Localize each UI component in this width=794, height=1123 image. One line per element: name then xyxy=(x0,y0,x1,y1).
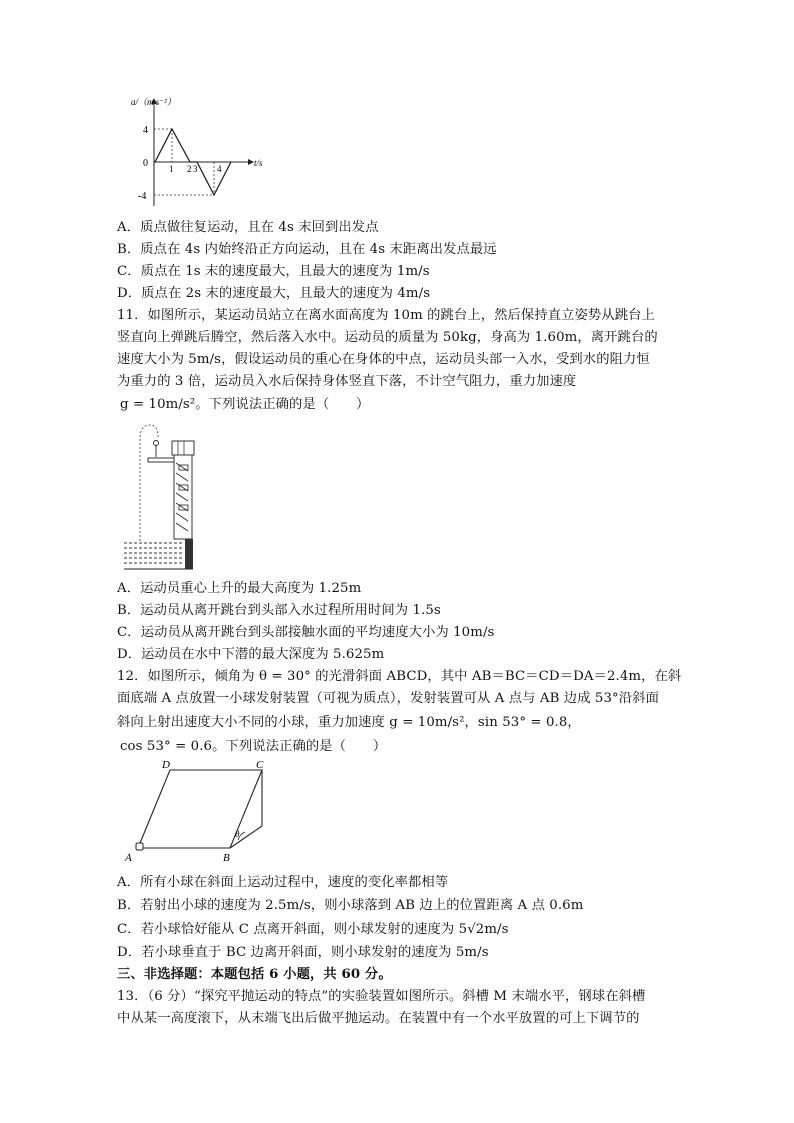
section-3-heading: 三、非选择题：本题包括 6 小题，共 60 分。 xyxy=(117,967,392,982)
q10-option-b: B．质点在 4s 内始终沿正方向运动，且在 4s 末距离出发点最远 xyxy=(117,242,497,257)
trajectory-dashed xyxy=(140,425,158,541)
q11-stem-line-4: 为重力的 3 倍，运动员入水后保持身体竖直下落，不计空气阻力，重力加速度 xyxy=(117,374,577,389)
q10-option-d: D．质点在 2s 末的速度最大，且最大的速度为 4m/s xyxy=(117,286,431,301)
x-tick-3: 3 xyxy=(193,164,198,174)
launcher-device xyxy=(136,843,143,850)
q12-stem-line-1: 12．如图所示，倾角为 θ = 30° 的光滑斜面 ABCD，其中 AB＝BC＝CD＝DA＝2.4m，在斜 xyxy=(117,669,682,684)
q11-stem-line-1: 11．如图所示，某运动员站立在离水面高度为 10m 的跳台上，然后保持直立姿势从跳台上 xyxy=(117,308,655,323)
q13-stem-line-2: 中从某一高度滚下，从末端飞出后做平抛运动。在装置中有一个水平放置的可上下调节的 xyxy=(117,1011,640,1026)
q12-option-c: C．若小球恰好能从 C 点离开斜面，则小球发射的速度为 5√2m/s xyxy=(117,922,509,937)
q11-option-a: A．运动员重心上升的最大高度为 1.25m xyxy=(117,581,362,596)
q12-option-b: B．若射出小球的速度为 2.5m/s，则小球落到 AB 边上的位置距离 A 点 0.6m xyxy=(117,898,584,913)
q11-option-b: B．运动员从离开跳台到头部入水过程所用时间为 1.5s xyxy=(117,603,441,618)
inclined-plane-figure xyxy=(122,760,282,870)
diving-platform-figure xyxy=(122,421,202,576)
q11-stem-line-5: g = 10m/s²。下列说法正确的是（ ） xyxy=(120,397,370,412)
tower-top-block xyxy=(172,441,194,455)
q11-stem-line-2: 竖直向上弹跳后腾空，然后落入水中。运动员的质量为 50kg，身高为 1.60m，离开跳台的 xyxy=(117,330,658,345)
acceleration-time-graph xyxy=(118,96,268,202)
x-axis-label: t/s xyxy=(254,158,263,168)
slope-face-abcd xyxy=(138,770,262,848)
x-tick-4: 4 xyxy=(217,164,222,174)
q12-option-d: D．若小球垂直于 BC 边离开斜面，则小球发射的速度为 5m/s xyxy=(117,945,489,960)
pool-wall xyxy=(185,539,193,569)
q12-stem-line-4: cos 53° = 0.6。下列说法正确的是（ ） xyxy=(120,739,387,754)
q11-option-c: C．运动员从离开跳台到头部接触水面的平均速度大小为 10m/s xyxy=(117,625,495,640)
q11-stem-line-3: 速度大小为 5m/s，假设运动员的重心在身体的中点，运动员头部一入水，受到水的阻力恒 xyxy=(117,352,650,367)
y-tick-0: 0 xyxy=(143,158,148,169)
q12-option-a: A．所有小球在斜面上运动过程中，速度的变化率都相等 xyxy=(117,875,449,890)
q10-option-a: A．质点做往复运动，且在 4s 末回到出发点 xyxy=(117,220,379,235)
y-tick-neg4: -4 xyxy=(138,191,147,202)
label-a: A xyxy=(125,852,132,864)
q12-stem-line-3: 斜向上射出速度大小不同的小球，重力加速度 g = 10m/s²，sin 53° = 0.8， xyxy=(117,715,581,730)
q13-stem-line-1: 13．（6 分）“探究平抛运动的特点”的实验装置如图所示。斜槽 M 末端水平，钢球在斜槽 xyxy=(117,989,646,1004)
diver-head xyxy=(154,441,159,446)
q11-option-d: D．运动员在水中下潜的最大深度为 5.625m xyxy=(117,647,385,662)
label-d: D xyxy=(162,759,170,771)
label-theta: θ xyxy=(235,829,240,839)
y-tick-4: 4 xyxy=(143,125,148,136)
platform-tower xyxy=(174,443,192,539)
water-surface xyxy=(124,543,184,563)
diving-board xyxy=(148,458,178,462)
label-c: C xyxy=(256,759,264,771)
y-axis-label: a/（m·s⁻²） xyxy=(131,97,176,107)
q12-stem-line-2: 面底端 A 点放置一小球发射装置（可视为质点），发射装置可从 A 点与 AB 边成 53°沿斜面 xyxy=(117,691,659,706)
x-tick-1: 1 xyxy=(169,164,174,174)
label-b: B xyxy=(223,852,230,864)
q10-option-c: C．质点在 1s 末的速度最大，且最大的速度为 1m/s xyxy=(117,264,430,279)
x-tick-2: 2 xyxy=(187,164,192,174)
